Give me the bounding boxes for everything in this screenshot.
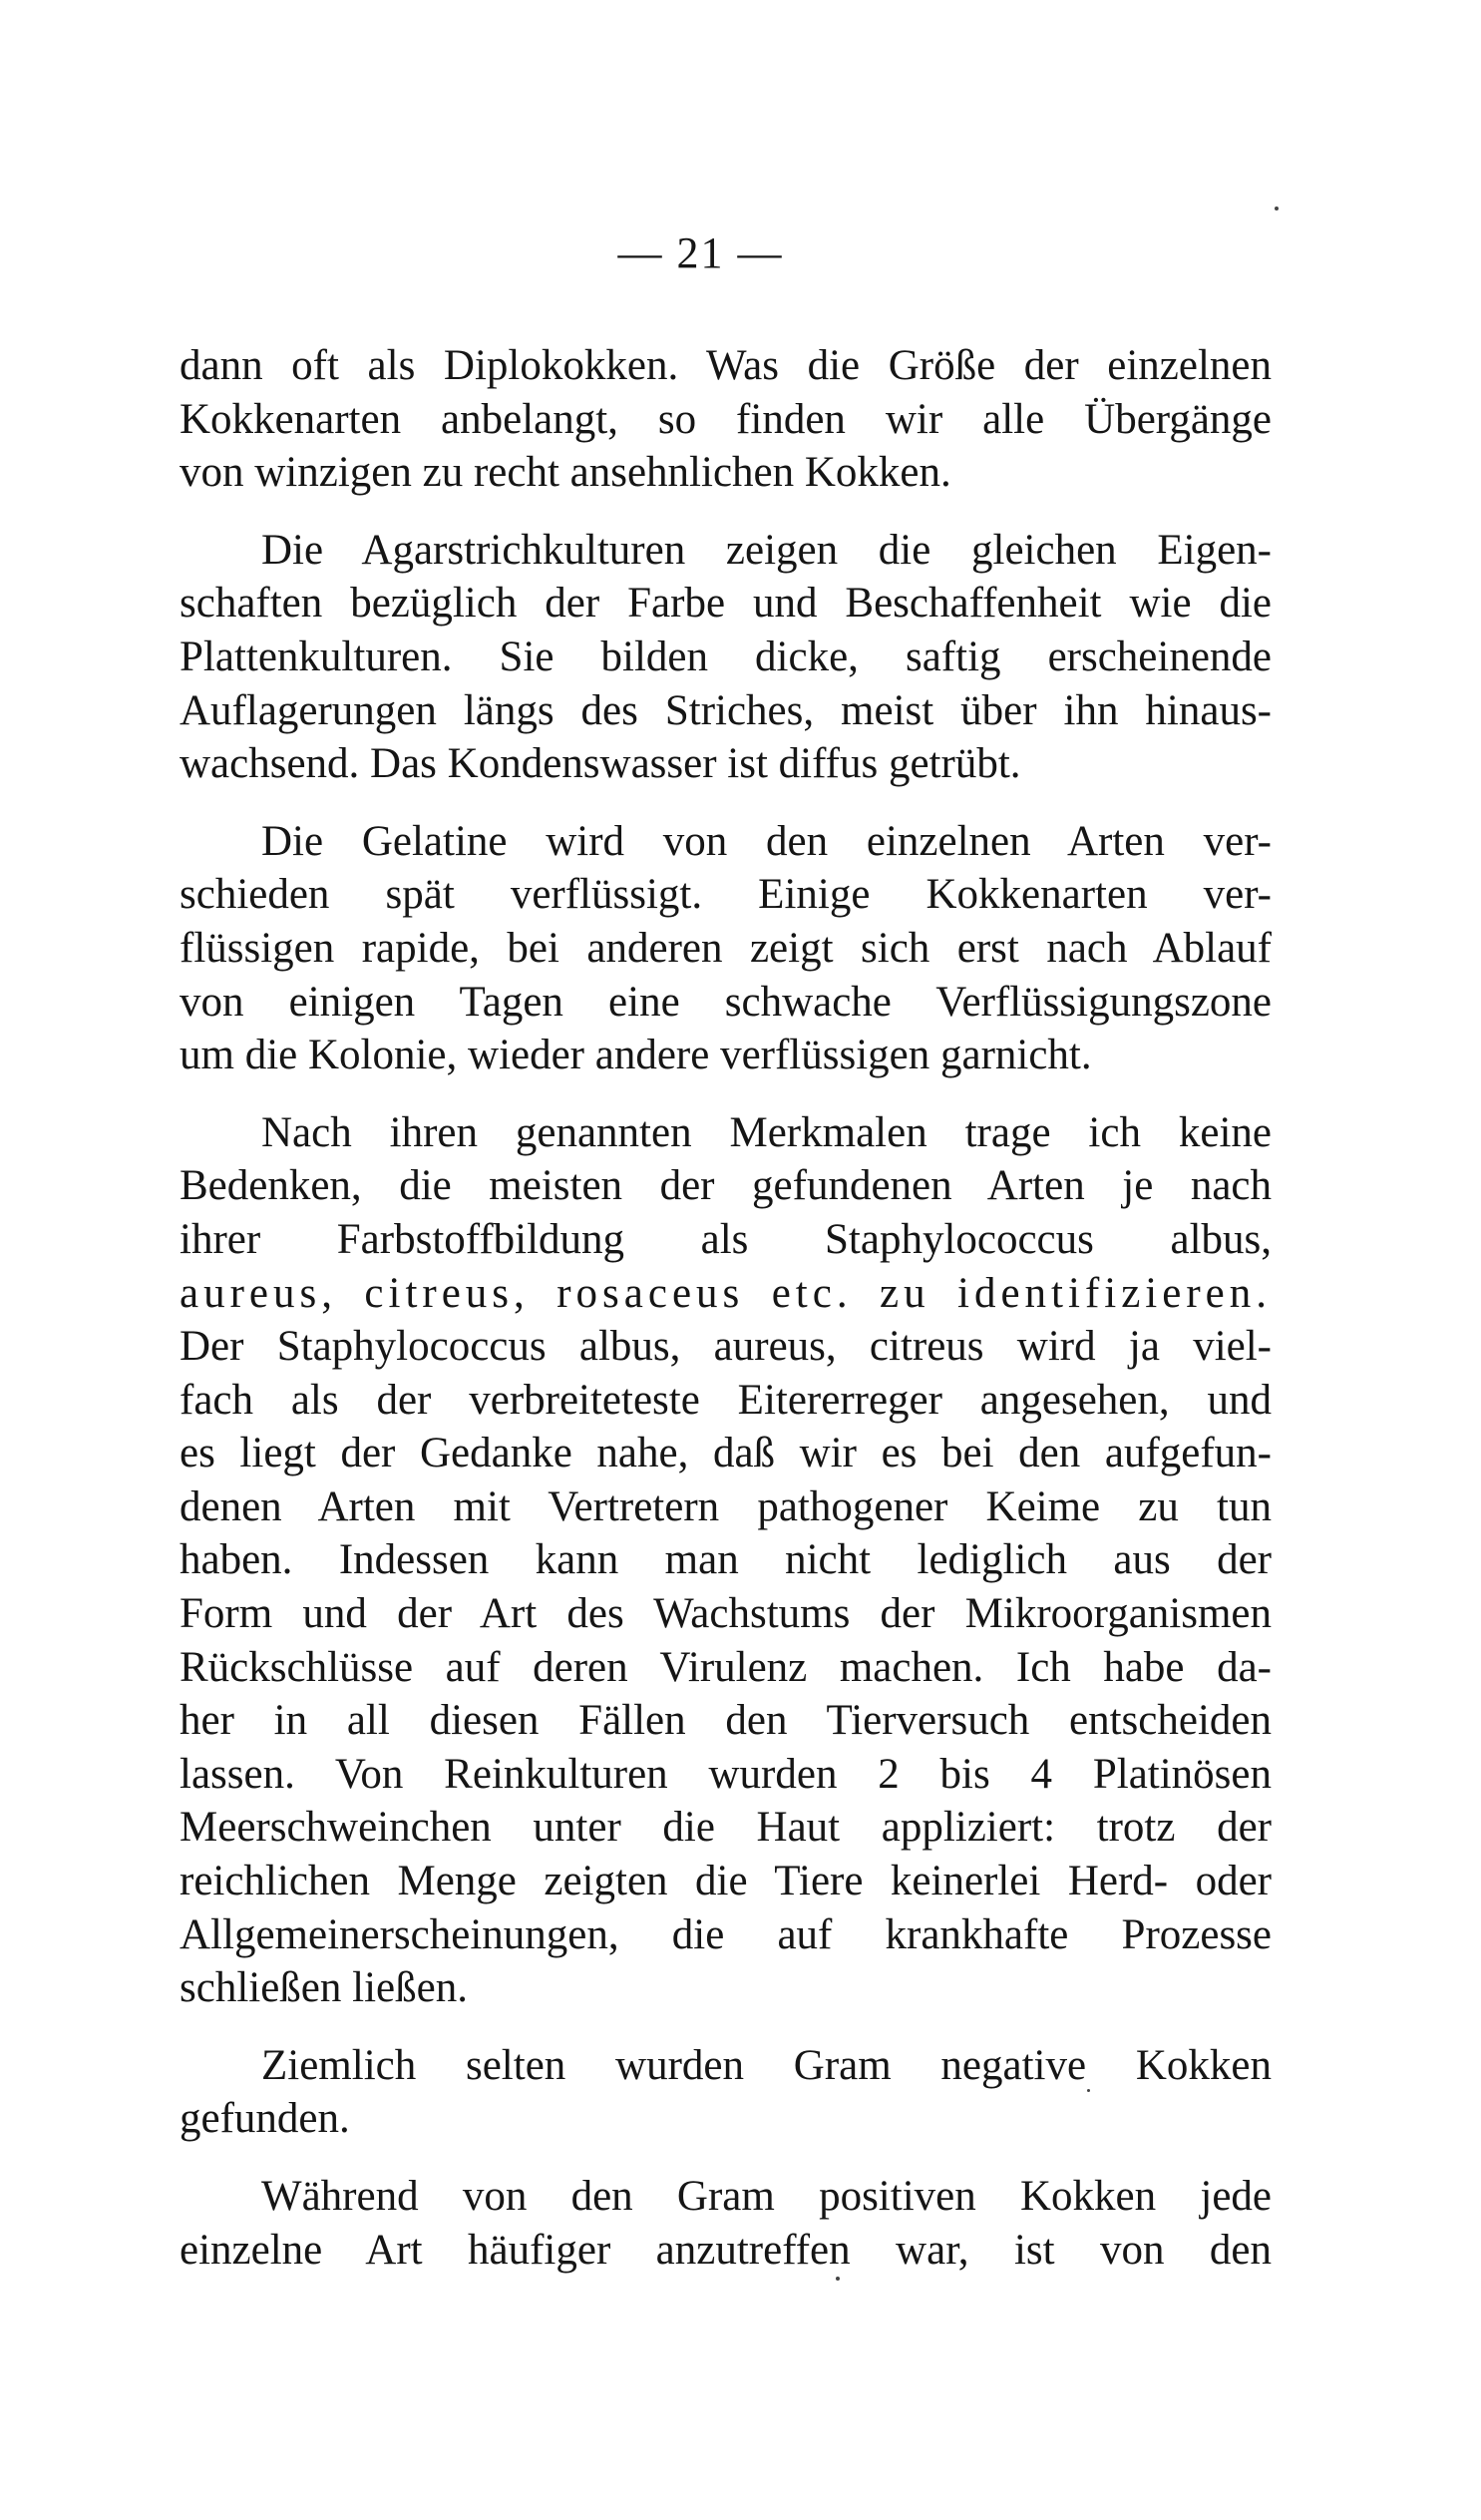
text-line: Auflagerungen längs des Striches, meist über ihn hinaus- bbox=[180, 686, 1272, 734]
scan-speck bbox=[1275, 207, 1279, 210]
text-line: dann oft als Diplokokken. Was die Größe der einzelnen bbox=[180, 342, 1272, 389]
text-line: lassen. Von Reinkulturen wurden 2 bis 4 Platinösen bbox=[180, 1750, 1272, 1798]
text-line: schaften bezüglich der Farbe und Beschaffenheit wie die bbox=[180, 580, 1272, 628]
paragraph-1 bbox=[180, 339, 1272, 500]
text-line: Plattenkulturen. Sie bilden dicke, saftig erscheinende bbox=[180, 632, 1272, 680]
text-line: schieden spät verflüssigt. Einige Kokkenarten ver- bbox=[180, 871, 1272, 919]
text-line: Der Staphylococcus albus, aureus, citreus wird ja viel- bbox=[180, 1323, 1272, 1371]
text-line: haben. Indessen kann man nicht lediglich aus der bbox=[180, 1536, 1272, 1584]
text-line: Meerschweinchen unter die Haut appliziert: trotz der bbox=[180, 1804, 1272, 1852]
text-line: aureus, citreus, rosaceus etc. zu identifizieren. bbox=[180, 1269, 1272, 1317]
text-line: Ziemlich selten wurden Gram negative Kokken bbox=[261, 2041, 1272, 2089]
text-line: denen Arten mit Vertretern pathogener Keime zu tun bbox=[180, 1482, 1272, 1530]
text-line: Bedenken, die meisten der gefundenen Arten je nach bbox=[180, 1162, 1272, 1210]
text-line: es liegt der Gedanke nahe, daß wir es bei den aufgefun- bbox=[180, 1430, 1272, 1477]
text-line: Nach ihren genannten Merkmalen trage ich keine bbox=[261, 1108, 1272, 1156]
text-line: reichlichen Menge zeigten die Tiere keinerlei Herd- oder bbox=[180, 1858, 1272, 1905]
text-line: schließen ließen. bbox=[180, 1964, 468, 2012]
text-line: von winzigen zu recht ansehnlichen Kokken. bbox=[180, 449, 951, 497]
text-line: fach als der verbreiteteste Eitererreger angesehen, und bbox=[180, 1376, 1272, 1424]
body-text bbox=[180, 339, 1272, 2301]
paragraph-5 bbox=[180, 2039, 1272, 2146]
text-line: einzelne Art häufiger anzutreffen war, ist von den bbox=[180, 2226, 1272, 2274]
text-line: um die Kolonie, wieder andere verflüssigen garnicht. bbox=[180, 1032, 1092, 1079]
page-number bbox=[0, 225, 1481, 281]
text-line: wachsend. Das Kondenswasser ist diffus getrübt. bbox=[180, 740, 1021, 788]
text-line: ihrer Farbstoffbildung als Staphylococcus albus, bbox=[180, 1215, 1272, 1263]
text-line: flüssigen rapide, bei anderen zeigt sich erst nach Ablauf bbox=[180, 924, 1272, 972]
scan-speck bbox=[1087, 2089, 1090, 2092]
text-line: von einigen Tagen eine schwache Verflüssigungszone bbox=[180, 978, 1272, 1026]
text-line: Die Agarstrichkulturen zeigen die gleichen Eigen- bbox=[261, 526, 1272, 574]
text-line: Die Gelatine wird von den einzelnen Arten ver- bbox=[261, 817, 1272, 865]
text-line: Während von den Gram positiven Kokken jede bbox=[261, 2173, 1272, 2220]
text-line: Allgemeinerscheinungen, die auf krankhafte Prozesse bbox=[180, 1910, 1272, 1958]
text-line: Kokkenarten anbelangt, so finden wir alle Übergänge bbox=[180, 395, 1272, 443]
text-line: Form und der Art des Wachstums der Mikroorganismen bbox=[180, 1590, 1272, 1638]
text-line: her in all diesen Fällen den Tierversuch entscheiden bbox=[180, 1697, 1272, 1745]
paragraph-2 bbox=[180, 524, 1272, 791]
scan-speck bbox=[836, 2277, 840, 2281]
paragraph-4 bbox=[180, 1106, 1272, 2015]
paragraph-6 bbox=[180, 2170, 1272, 2277]
text-line: Rückschlüsse auf deren Virulenz machen. Ich habe da- bbox=[180, 1643, 1272, 1691]
paragraph-3 bbox=[180, 815, 1272, 1082]
text-line: gefunden. bbox=[180, 2095, 350, 2143]
page-number-text: — 21 — bbox=[617, 228, 784, 277]
